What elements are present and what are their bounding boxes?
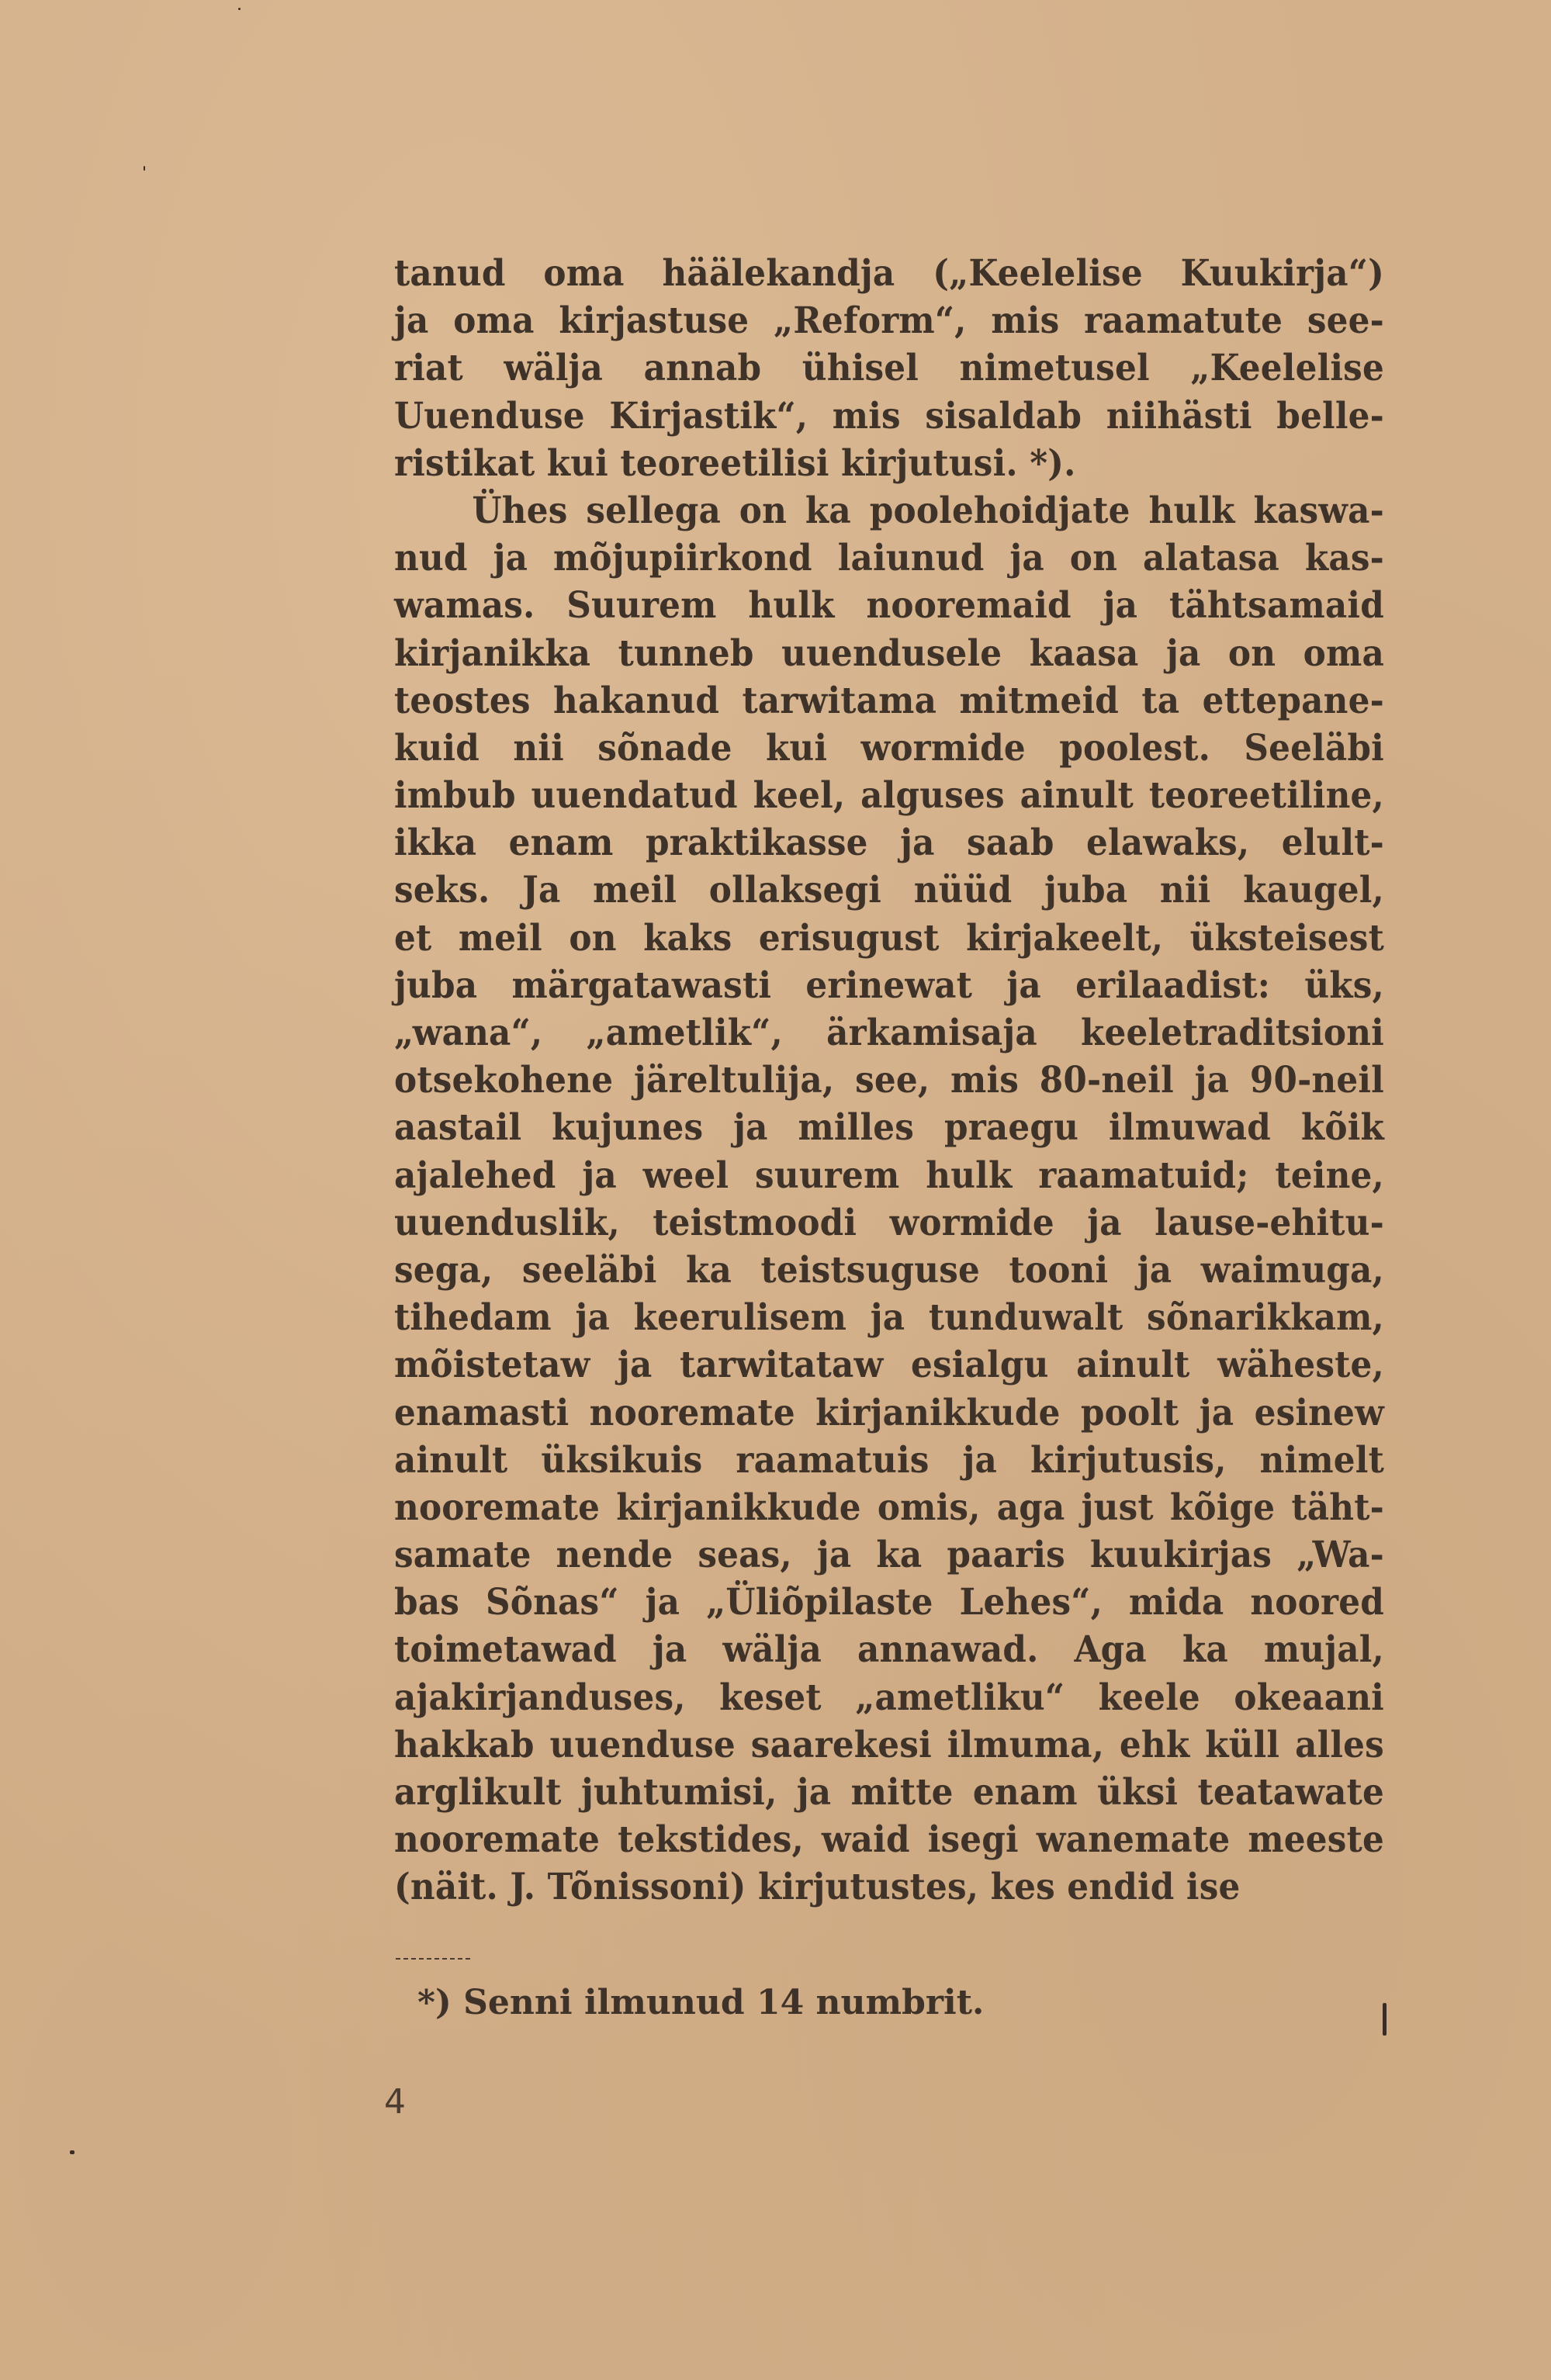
text-line: tihedam ja keerulisem ja tunduwalt sõnarikkam, — [394, 1296, 1384, 1340]
body-text — [394, 250, 1384, 1911]
text-line: seks. Ja meil ollaksegi nüüd juba nii kaugel, — [394, 869, 1384, 912]
text-line: (näit. J. Tõnissoni) kirjutustes, kes endid ise — [394, 1866, 1241, 1909]
paper-speck — [1383, 2003, 1387, 2036]
text-line: otsekohene järeltulija, see, mis 80-neil ja 90-neil — [394, 1059, 1384, 1102]
text-line: et meil on kaks erisugust kirjakeelt, üksteisest — [394, 916, 1384, 960]
text-line: ainult üksikuis raamatuis ja kirjutusis, nimelt — [394, 1438, 1384, 1482]
text-line: sega, seeläbi ka teistsuguse tooni ja waimuga, — [394, 1248, 1384, 1292]
text-line: samate nende seas, ja ka paaris kuukirjas „Wa- — [394, 1534, 1384, 1577]
text-line: ja oma kirjastuse „Reform“, mis raamatute see- — [394, 299, 1384, 343]
text-line: arglikult juhtumisi, ja mitte enam üksi teatawate — [394, 1771, 1384, 1814]
text-line: nooremate kirjanikkude omis, aga just kõige täht- — [394, 1486, 1384, 1529]
text-line: Ühes sellega on ka poolehoidjate hulk kaswa- — [472, 489, 1384, 532]
text-line: kirjanikka tunneb uuendusele kaasa ja on oma — [394, 631, 1384, 675]
text-line: nud ja mõjupiirkond laiunud ja on alatasa kas- — [394, 537, 1384, 580]
text-line: juba märgatawasti erinewat ja erilaadist: üks, — [394, 963, 1384, 1007]
text-line: imbub uuendatud keel, alguses ainult teoreetiline, — [394, 774, 1384, 818]
text-line: teostes hakanud tarwitama mitmeid ta ettepane- — [394, 679, 1384, 722]
text-line: „wana“, „ametlik“, ärkamisaja keeletraditsioni — [394, 1012, 1384, 1054]
text-line: uuenduslik, teistmoodi wormide ja lause-ehitu- — [394, 1201, 1384, 1244]
text-line: enamasti nooremate kirjanikkude poolt ja esinew — [394, 1391, 1384, 1434]
footnote-text: Senni ilmunud 14 numbrit. — [463, 1983, 985, 2022]
text-line: toimetawad ja wälja annawad. Aga ka mujal, — [394, 1628, 1384, 1672]
footnote-divider — [396, 1958, 470, 1960]
text-line: mõistetaw ja tarwitataw esialgu ainult wäheste, — [394, 1344, 1384, 1387]
text-line: hakkab uuenduse saarekesi ilmuma, ehk küll alles — [394, 1723, 1384, 1766]
paper-speck — [70, 2150, 74, 2154]
text-line: ristikat kui teoreetilisi kirjutusi. *). — [394, 441, 1076, 485]
text-line: kuid nii sõnade kui wormide poolest. Seeläbi — [394, 726, 1384, 770]
paper-speck — [238, 8, 241, 10]
text-line: tanud oma häälekandja („Keelelise Kuukirja“) — [394, 252, 1384, 295]
text-line: bas Sõnas“ ja „Üliõpilaste Lehes“, mida noored — [394, 1581, 1384, 1624]
paper-speck — [144, 166, 145, 171]
text-line: Uuenduse Kirjastik“, mis sisaldab niihästi belle- — [394, 394, 1384, 438]
text-line: ikka enam praktikasse ja saab elawaks, elult- — [394, 822, 1384, 865]
page-number: 4 — [384, 2082, 406, 2122]
text-line: nooremate tekstides, waid isegi wanemate meeste — [394, 1818, 1384, 1862]
text-line: ajakirjanduses, keset „ametliku“ keele okeaani — [394, 1676, 1384, 1719]
text-line: ajalehed ja weel suurem hulk raamatuid; teine, — [394, 1154, 1384, 1197]
footnote-marker: *) — [417, 1983, 452, 2022]
footnote — [417, 1980, 984, 2026]
text-line: riat wälja annab ühisel nimetusel „Keelelise — [394, 347, 1384, 390]
text-line: wamas. Suurem hulk nooremaid ja tähtsamaid — [394, 584, 1384, 628]
text-line: aastail kujunes ja milles praegu ilmuwad kõik — [394, 1106, 1384, 1150]
